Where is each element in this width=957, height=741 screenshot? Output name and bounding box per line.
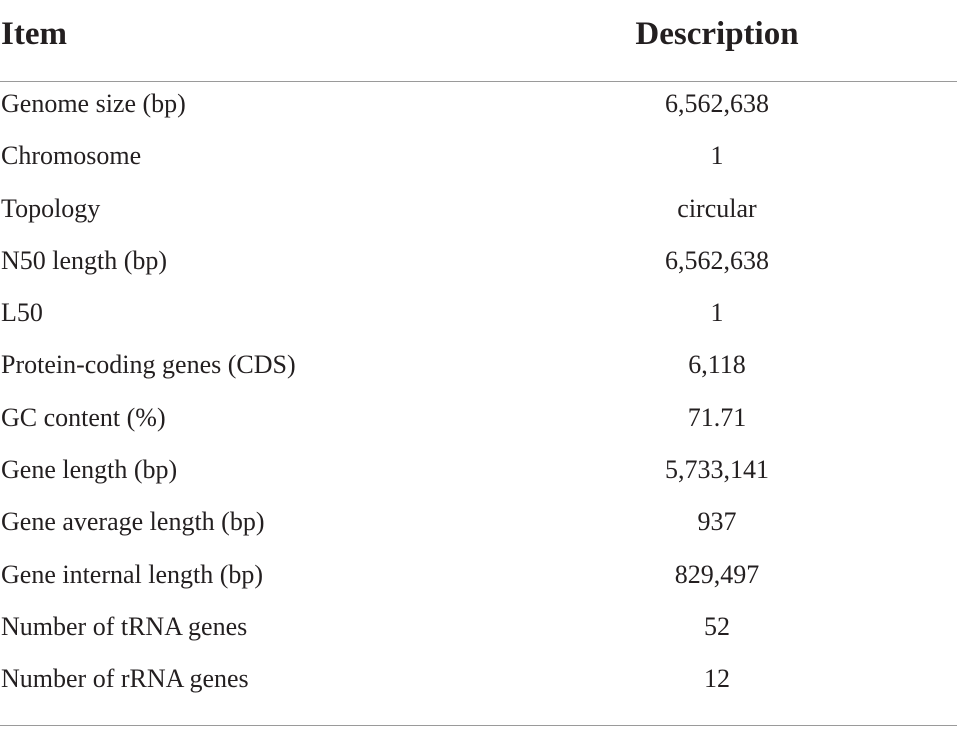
row-item-label: Number of tRNA genes bbox=[1, 611, 248, 641]
row-item-label: Gene average length (bp) bbox=[1, 507, 265, 537]
row-description-value: 937 bbox=[697, 507, 737, 537]
table-row bbox=[0, 553, 957, 605]
table-row bbox=[0, 187, 957, 239]
row-item-label: Protein-coding genes (CDS) bbox=[1, 350, 296, 380]
table-row bbox=[0, 657, 957, 709]
table-row bbox=[0, 134, 957, 186]
table-row bbox=[0, 605, 957, 657]
row-description-value: 6,562,638 bbox=[665, 89, 769, 118]
row-description-value: 1 bbox=[710, 298, 724, 328]
table-row bbox=[0, 500, 957, 552]
row-item-label: L50 bbox=[1, 298, 43, 328]
row-description-value: 829,497 bbox=[674, 559, 760, 589]
table-row bbox=[0, 448, 957, 500]
row-item-label: Genome size (bp) bbox=[1, 89, 186, 118]
row-description-value: 5,733,141 bbox=[665, 455, 769, 485]
row-description-value: 6,562,638 bbox=[665, 245, 769, 275]
table-header-row bbox=[0, 0, 957, 82]
table-row bbox=[0, 291, 957, 343]
table-row bbox=[0, 343, 957, 395]
table-row bbox=[0, 82, 957, 134]
row-description-value: 1 bbox=[710, 141, 724, 171]
row-description-value: 12 bbox=[704, 664, 730, 694]
table-body bbox=[0, 82, 957, 710]
row-item-label: GC content (%) bbox=[1, 402, 166, 432]
row-item-label: Gene internal length (bp) bbox=[1, 559, 264, 589]
row-description-value: 71.71 bbox=[687, 402, 747, 432]
row-description-value: circular bbox=[677, 193, 757, 223]
row-description-value: 52 bbox=[704, 611, 730, 641]
table-row bbox=[0, 239, 957, 291]
row-item-label: N50 length (bp) bbox=[1, 245, 168, 275]
row-item-label: Gene length (bp) bbox=[1, 455, 178, 485]
table-bottom-rule bbox=[0, 725, 957, 726]
row-item-label: Number of rRNA genes bbox=[1, 664, 249, 694]
row-item-label: Chromosome bbox=[1, 141, 142, 171]
row-description-value: 6,118 bbox=[688, 350, 746, 380]
table-row bbox=[0, 396, 957, 448]
row-item-label: Topology bbox=[1, 193, 101, 223]
column-header-item: Item bbox=[1, 16, 67, 52]
column-header-description: Description bbox=[635, 16, 799, 52]
